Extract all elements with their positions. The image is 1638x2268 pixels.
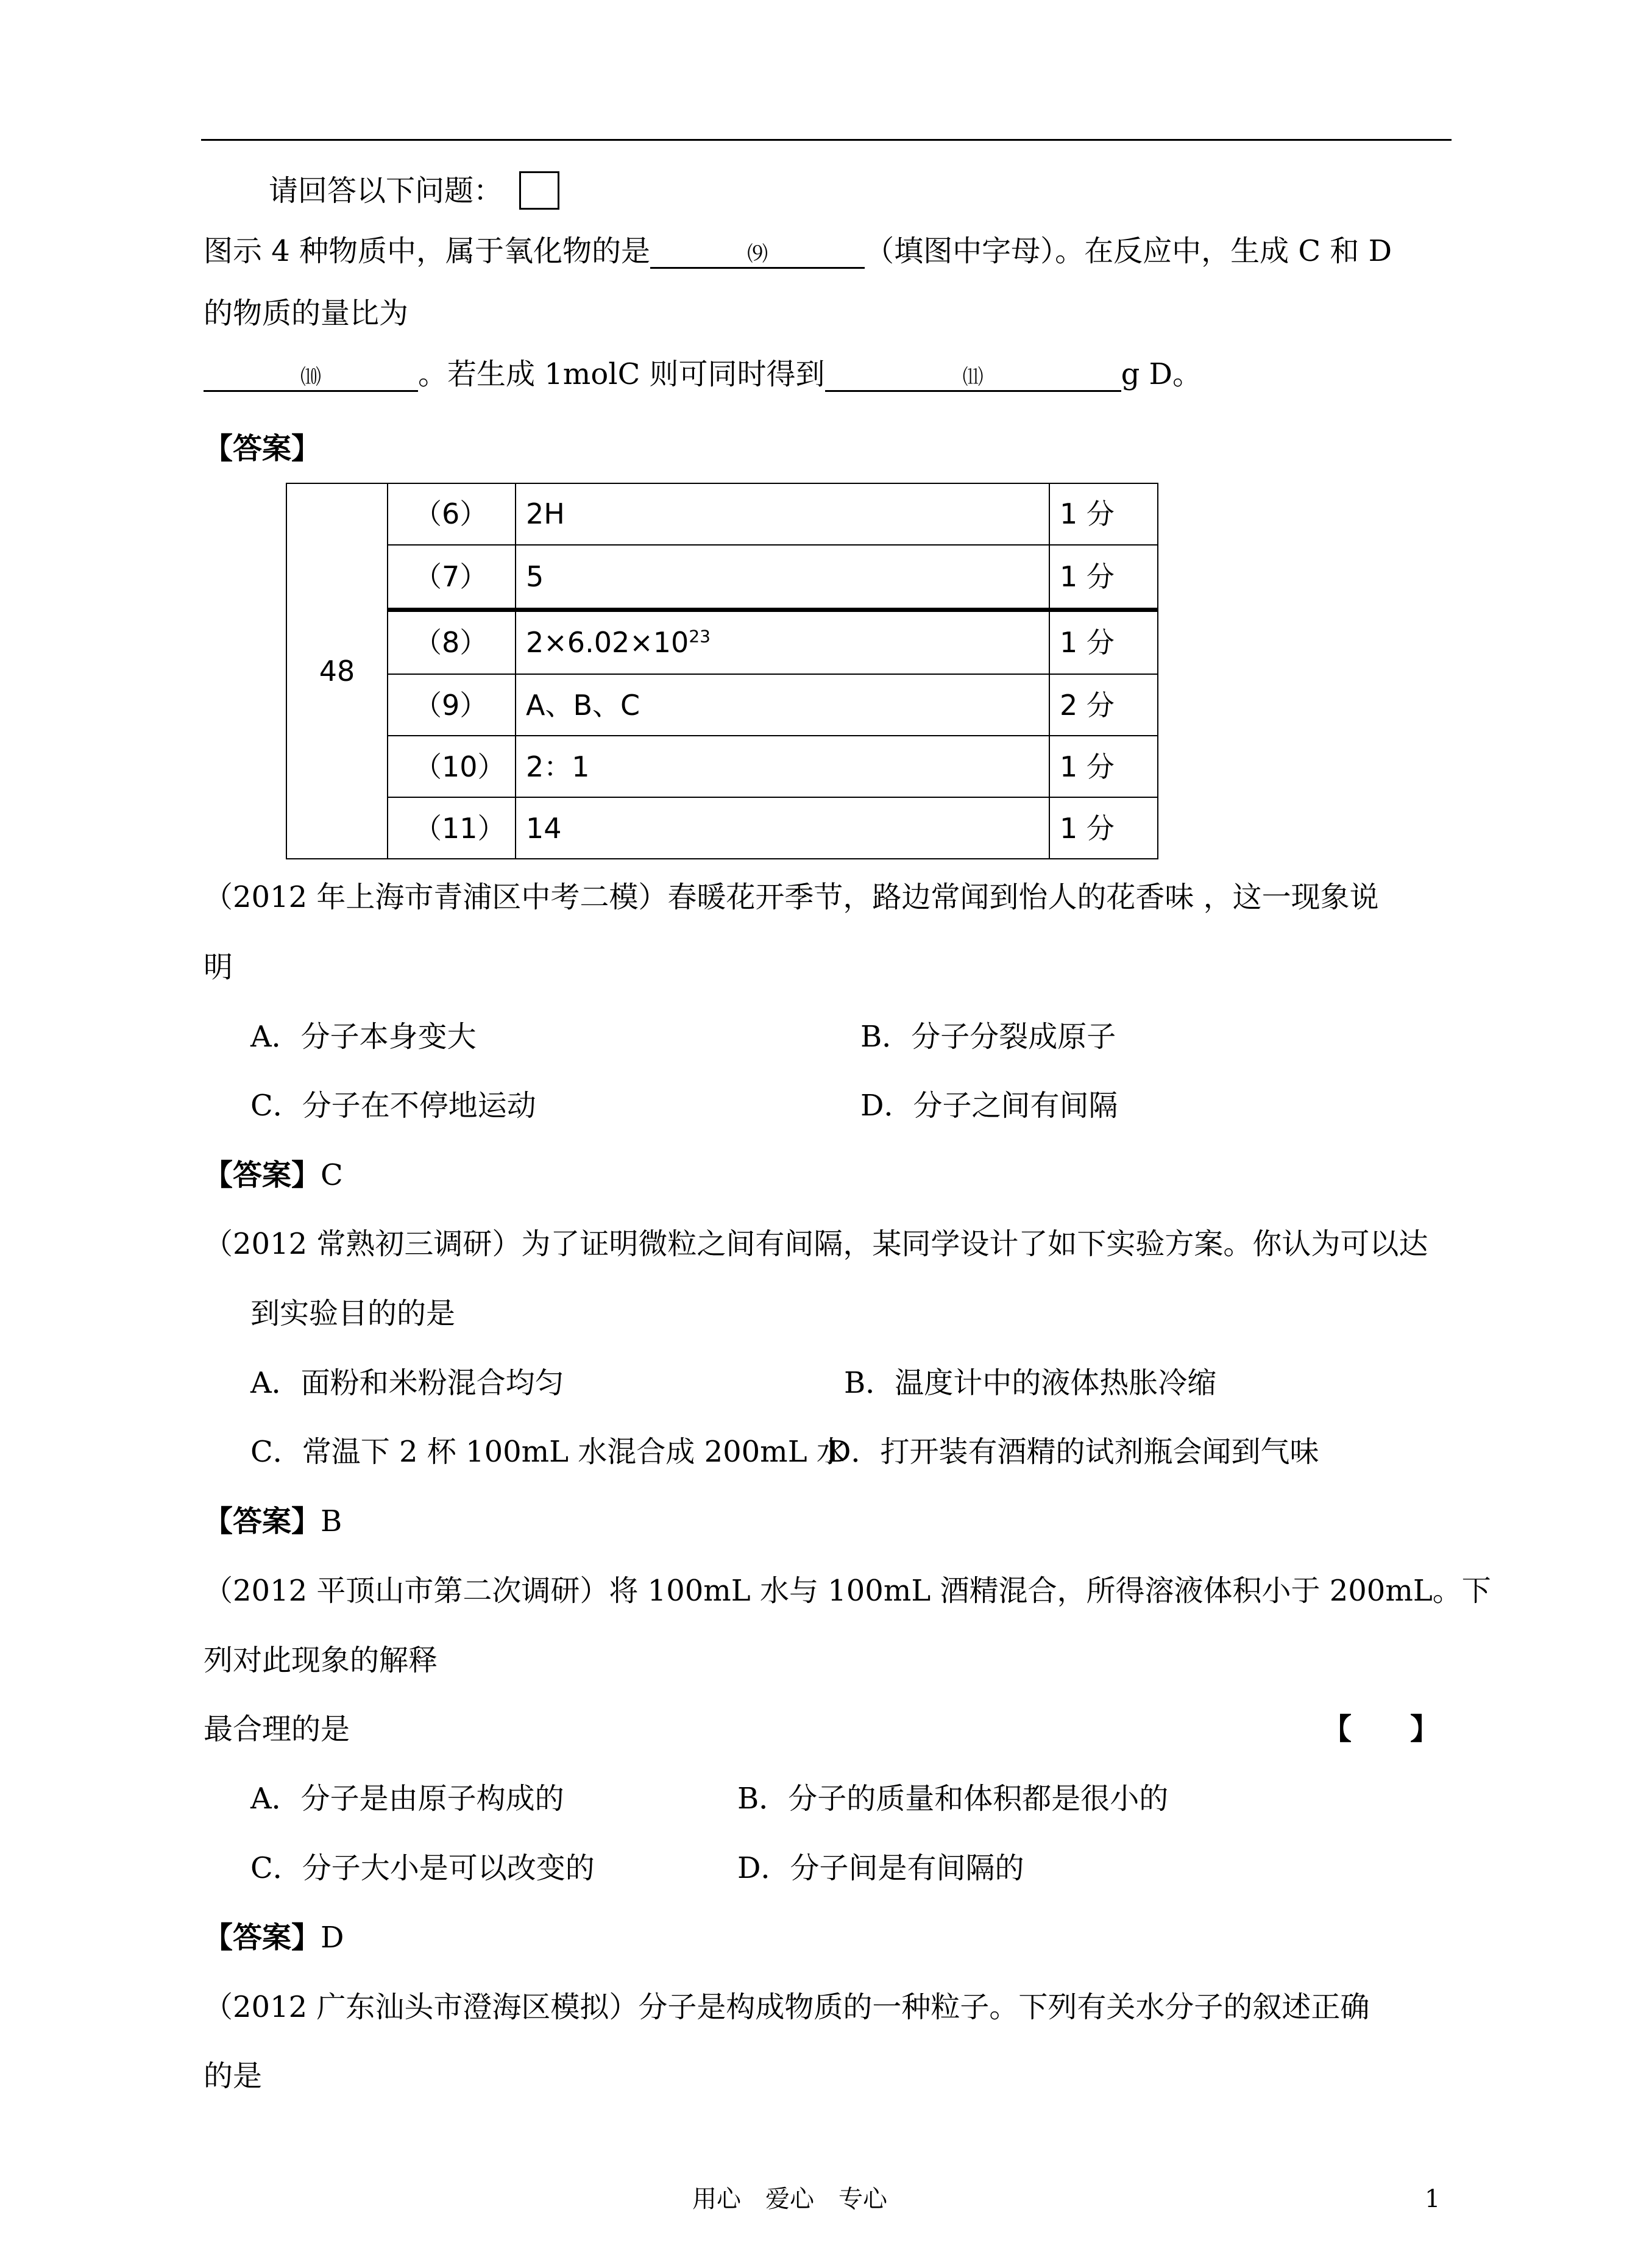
q4-answer (204, 1921, 344, 1955)
answer-label: 【答案】 (204, 1158, 321, 1192)
blank-10: ⑽ (204, 365, 418, 392)
item-score: 2 分 (1049, 674, 1158, 736)
item-answer: A、B、C (516, 674, 1049, 736)
q4-option-d: D．分子间是有间隔的 (737, 1851, 1024, 1885)
q2-line2: 明 (204, 950, 233, 984)
q4-option-c: C．分子大小是可以改变的 (250, 1851, 595, 1885)
group-number: 48 (286, 483, 388, 859)
item-no: （7） (388, 545, 516, 610)
item-answer: 14 (516, 797, 1049, 859)
q4-option-b: B．分子的质量和体积都是很小的 (737, 1782, 1169, 1816)
item-answer: 2：1 (516, 736, 1049, 797)
answer-exponent: 23 (689, 627, 711, 647)
answer-value: B (321, 1504, 342, 1538)
blank-11: ⑾ (825, 365, 1121, 392)
page-number: 1 (1425, 2185, 1441, 2213)
q1-part1: 图示 4 种物质中，属于氧化物的是 (204, 234, 651, 268)
item-answer: 2H (516, 483, 1049, 545)
item-no: （10） (388, 736, 516, 797)
item-score: 1 分 (1049, 545, 1158, 610)
q4-line3: 最合理的是 (204, 1712, 350, 1746)
item-no: （8） (388, 610, 516, 674)
q2-option-c: C．分子在不停地运动 (250, 1089, 536, 1123)
item-score: 1 分 (1049, 610, 1158, 674)
answer-box (519, 171, 559, 210)
q1-part4: g D。 (1121, 357, 1202, 391)
q1-line2: 的物质的量比为 (204, 296, 409, 330)
q1-line1 (204, 236, 1392, 269)
q3-line1: （2012 常熟初三调研）为了证明微粒之间有间隔，某同学设计了如下实验方案。你认为可以达 (204, 1227, 1428, 1261)
item-score: 1 分 (1049, 483, 1158, 545)
q3-option-d: D．打开装有酒精的试剂瓶会闻到气味 (828, 1435, 1319, 1469)
answer-value: D (321, 1921, 344, 1955)
header-rule (201, 139, 1452, 141)
q2-line1: （2012 年上海市青浦区中考二模）春暖花开季节，路边常闻到怡人的花香味 ，这一现象说 (204, 880, 1379, 914)
prompt-text: 请回答以下问题： (269, 174, 503, 208)
answer-bracket: 【 】 (1322, 1712, 1440, 1746)
q1-part2: （填图中字母）。在反应中，生成 C 和 D (865, 234, 1392, 268)
q4-line1: （2012 平顶山市第二次调研）将 100mL 水与 100mL 酒精混合，所得溶液体积小于 200mL。下 (204, 1574, 1491, 1608)
q3-option-a: A．面粉和米粉混合均匀 (250, 1366, 564, 1400)
q4-line2: 列对此现象的解释 (204, 1643, 438, 1677)
item-answer: 5 (516, 545, 1049, 610)
answer-label-1: 【答案】 (204, 432, 321, 466)
item-no: （6） (388, 483, 516, 545)
answer-label: 【答案】 (204, 1504, 321, 1538)
q1-part3: 。若生成 1molC 则可同时得到 (418, 357, 825, 391)
blank-9: ⑼ (650, 242, 865, 269)
answer-table (286, 483, 1158, 859)
q3-answer (204, 1504, 342, 1538)
item-answer (516, 610, 1049, 674)
item-no: （11） (388, 797, 516, 859)
answer-base: 2×6.02×10 (526, 626, 689, 659)
q3-option-b: B．温度计中的液体热胀冷缩 (844, 1366, 1217, 1400)
q2-option-b: B．分子分裂成原子 (860, 1020, 1116, 1054)
answer-label: 【答案】 (204, 1921, 321, 1955)
item-no: （9） (388, 674, 516, 736)
q3-option-c: C．常温下 2 杯 100mL 水混合成 200mL 水 (250, 1435, 846, 1469)
q5-line1: （2012 广东汕头市澄海区模拟）分子是构成物质的一种粒子。下列有关水分子的叙述正确 (204, 1990, 1370, 2024)
q5-line2: 的是 (204, 2059, 263, 2093)
q3-line2: 到实验目的的是 (250, 1296, 456, 1331)
q4-option-a: A．分子是由原子构成的 (250, 1782, 564, 1816)
q2-answer (204, 1158, 343, 1192)
footer-motto: 用心 爱心 专心 (692, 2185, 887, 2213)
q2-option-a: A．分子本身变大 (250, 1020, 477, 1054)
q1-line3 (204, 357, 1202, 392)
item-score: 1 分 (1049, 797, 1158, 859)
item-score: 1 分 (1049, 736, 1158, 797)
q2-option-d: D．分子之间有间隔 (860, 1089, 1118, 1123)
answer-value: C (321, 1158, 343, 1192)
